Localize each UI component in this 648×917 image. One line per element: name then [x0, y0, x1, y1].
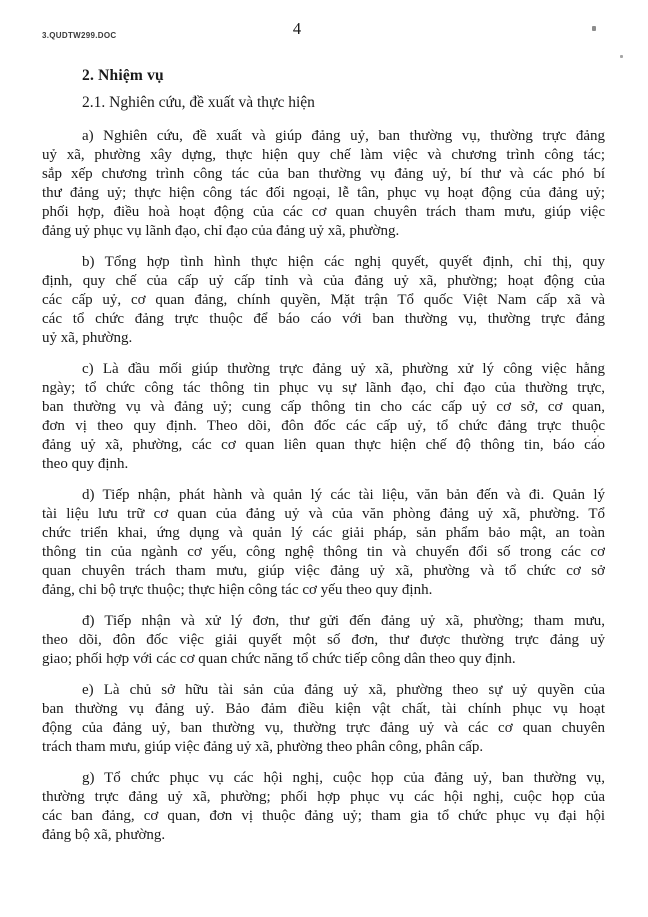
paragraph-line: giao; phối hợp với các cơ quan chức năng tổ chức tiếp công dân theo quy định.	[42, 651, 516, 667]
paragraph-line: uỷ xã, phường xây dựng, thực hiện quy chế làm việc và chương trình công tác;	[42, 147, 605, 163]
document-body	[42, 66, 605, 857]
paragraph-line: sắp xếp chương trình công tác của ban thường vụ đảng uỷ, bí thư và các phó bí	[42, 166, 605, 182]
paragraph-a	[42, 127, 605, 241]
paragraph-line: các tổ chức đảng trực thuộc để báo cáo với ban thường vụ, thường trực đảng	[42, 311, 605, 327]
paragraph-line: động của đảng uỷ, ban thường vụ, thường trực đảng uỷ và các cơ quan chuyên	[42, 720, 605, 736]
section-subheading: 2.1. Nghiên cứu, đề xuất và thực hiện	[82, 94, 315, 111]
paragraph-line: theo quy định.	[42, 456, 129, 472]
paragraph-line: đ) Tiếp nhận và xử lý đơn, thư gửi đến đảng uỷ xã, phường; tham mưu,	[82, 613, 605, 629]
paragraph-line: định, quy chế của cấp uỷ cấp tỉnh và của đảng uỷ xã, phường; hoạt động của	[42, 273, 605, 289]
paragraph-line: các ban đảng, cơ quan, đơn vị thuộc đảng uỷ; tham gia tổ chức phục vụ đại hội	[42, 808, 605, 824]
paragraph-d	[42, 486, 605, 600]
paragraph-line: ban thường vụ đảng uỷ. Bảo đảm điều kiện vật chất, tài chính phục vụ hoạt	[42, 701, 605, 717]
paragraph-line: d) Tiếp nhận, phát hành và quản lý các tài liệu, văn bản đến và đi. Quản lý	[82, 487, 605, 503]
paragraph-line: thư đảng uỷ; thực hiện công tác đối ngoại, lễ tân, phục vụ hoạt động của đảng uỷ;	[42, 185, 605, 201]
paragraph-e	[42, 681, 605, 757]
paragraph-g	[42, 769, 605, 845]
paragraph-line: b) Tổng hợp tình hình thực hiện các nghị quyết, quyết định, chỉ thị, quy	[82, 254, 605, 270]
paragraph-line: uỷ xã, phường.	[42, 330, 133, 346]
paragraph-line: c) Là đầu mối giúp thường trực đảng uỷ xã, phường xử lý công việc hằng	[82, 361, 605, 377]
paragraph-line: g) Tổ chức phục vụ các hội nghị, cuộc họp của đảng uỷ, ban thường vụ,	[82, 770, 605, 786]
paragraph-line: đảng uỷ xã, phường, các cơ quan liên quan thực hiện chế độ thông tin, báo cáo	[42, 437, 605, 453]
paragraph-line: các cấp uỷ, cơ quan đảng, chính quyền, Mặt trận Tổ quốc Việt Nam cấp xã và	[42, 292, 605, 308]
paragraph-line: ban thường vụ và đảng uỷ; cung cấp thông tin cho các cấp uỷ cơ sở, cơ quan,	[42, 399, 605, 415]
paragraph-c	[42, 360, 605, 474]
paragraph-line: đảng, chi bộ trực thuộc; thực hiện công tác cơ yếu theo quy định.	[42, 582, 433, 598]
paragraph-line: đảng bộ xã, phường.	[42, 827, 166, 843]
paragraph-dd	[42, 612, 605, 669]
page-number: 4	[292, 19, 302, 38]
paragraph-line: thường trực đảng uỷ xã, phường; phối hợp phục vụ các hội nghị, cuộc họp của	[42, 789, 605, 805]
section-heading: 2. Nhiệm vụ	[82, 67, 164, 84]
paragraph-line: chức triển khai, ứng dụng và quản lý các giải pháp, sản phẩm bảo mật, an toàn	[42, 525, 605, 541]
paragraph-line: a) Nghiên cứu, đề xuất và giúp đảng uỷ, ban thường vụ, thường trực đảng	[82, 128, 605, 144]
paragraph-line: phối hợp, điều hoà hoạt động của các cơ quan chuyên trách tham mưu, giúp việc	[42, 204, 605, 220]
paragraph-line: trách tham mưu, giúp việc đảng uỷ xã, phường theo phân công, phân cấp.	[42, 739, 484, 755]
paragraph-line: e) Là chủ sở hữu tài sản của đảng uỷ xã, phường theo sự uỷ quyền của	[82, 682, 605, 698]
paragraph-line: thông tin của ngành cơ yếu, công nghệ thông tin và chuyển đổi số trong các cơ	[42, 544, 605, 560]
paragraph-line: đảng uỷ phục vụ lãnh đạo, chỉ đạo của đảng uỷ xã, phường.	[42, 223, 400, 239]
paragraph-line: theo dõi, đôn đốc việc giải quyết một số đơn, thư được thường trực đảng uỷ	[42, 632, 605, 648]
paragraph-line: tài liệu lưu trữ cơ quan của đảng uỷ và của văn phòng đảng uỷ xã, phường. Tổ	[42, 506, 605, 522]
paragraph-line: quan chuyên trách tham mưu, giúp việc đảng uỷ xã, phường và tổ chức cơ sở	[42, 563, 605, 579]
scan-artifact-speck	[592, 26, 596, 31]
scan-artifact-speck	[620, 55, 623, 58]
header-filename: 3.QUDTW299.DOC	[42, 31, 117, 40]
paragraph-line: đơn vị theo quy định. Theo dõi, đôn đốc các cấp uỷ, tổ chức đảng trực thuộc	[42, 418, 605, 434]
paragraph-b	[42, 253, 605, 348]
paragraph-line: ngày; tổ chức công tác thông tin phục vụ sự lãnh đạo, chỉ đạo của thường trực,	[42, 380, 605, 396]
